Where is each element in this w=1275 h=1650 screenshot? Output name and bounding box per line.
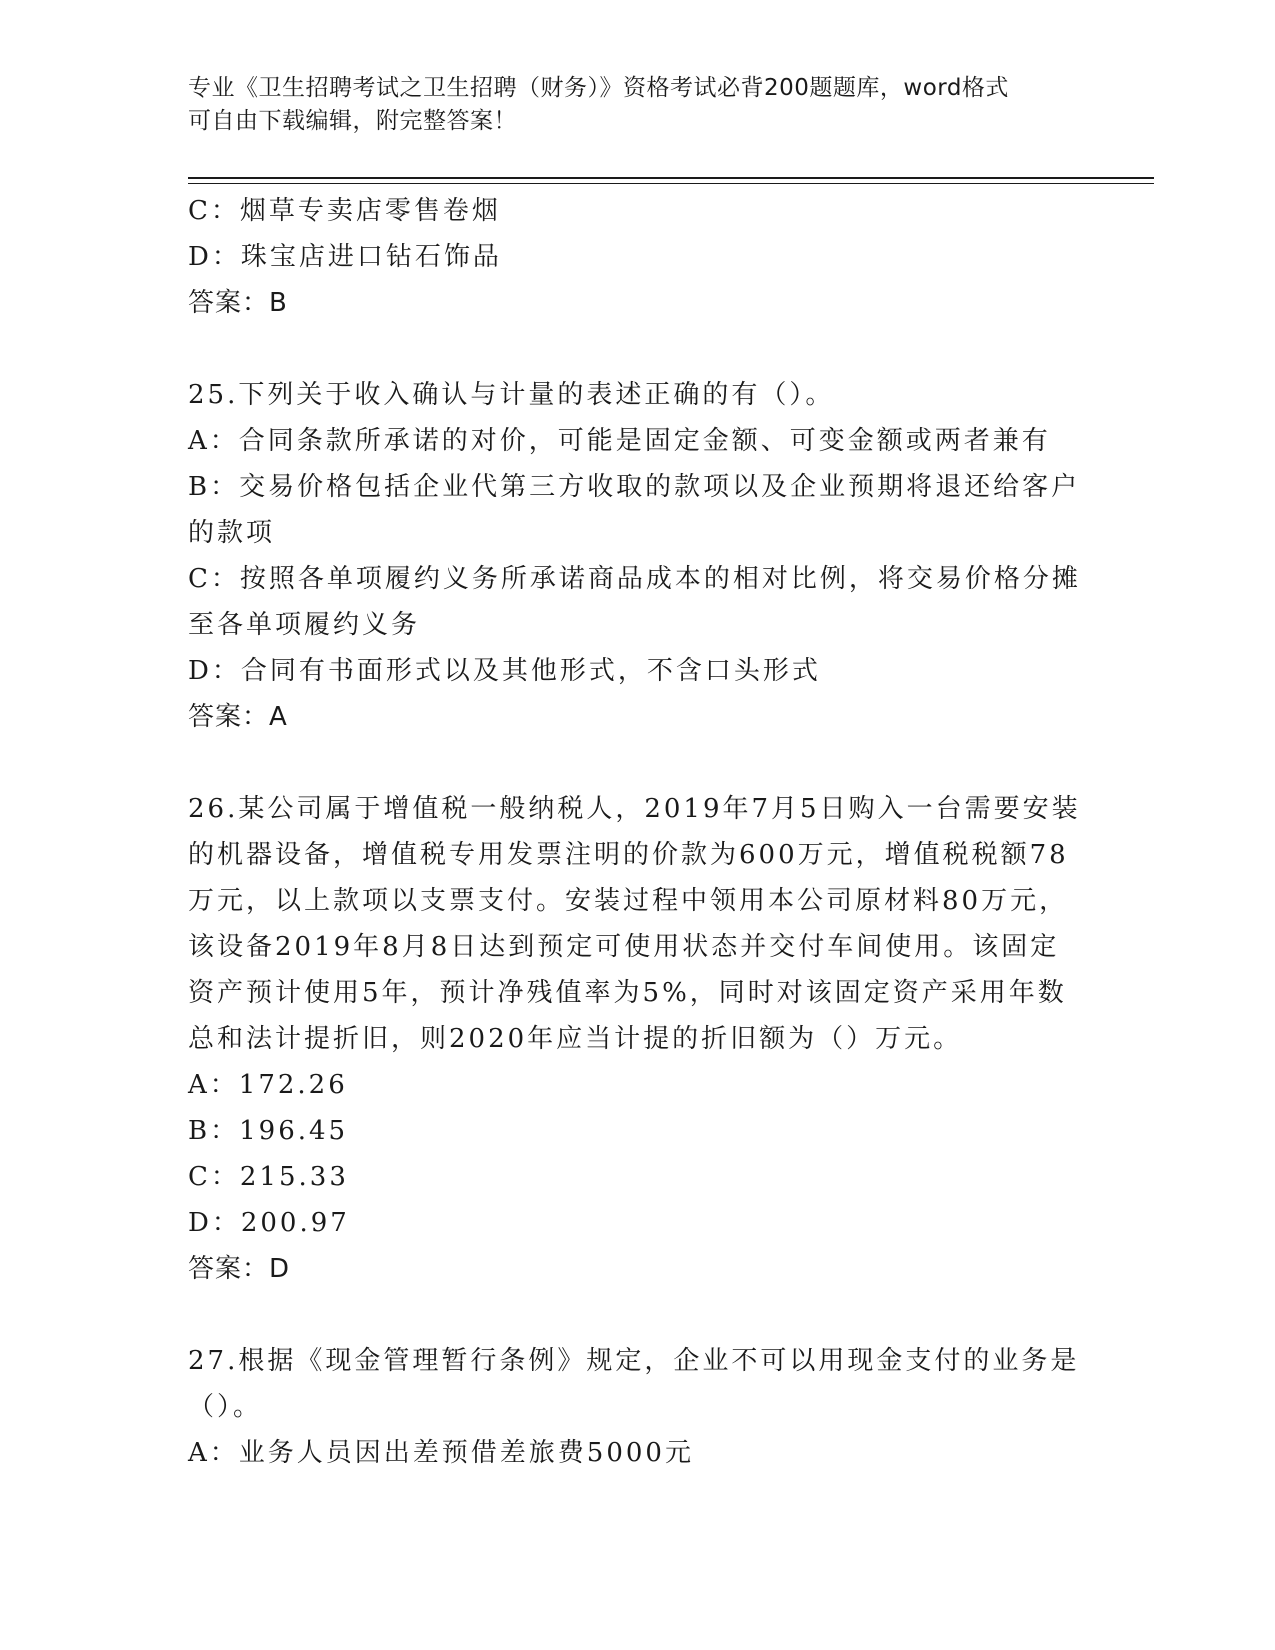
question-stem-continued: 的机器设备，增值税专用发票注明的价款为600万元，增值税税额78	[188, 840, 1069, 870]
option-d: D：珠宝店进口钻石饰品	[188, 242, 502, 272]
question-26	[188, 786, 1088, 1292]
header-rule-thick	[188, 177, 1154, 179]
answer: 答案：A	[188, 702, 288, 732]
question-stem-continued: 万元，以上款项以支票支付。安装过程中领用本公司原材料80万元，	[188, 886, 1069, 916]
question-25	[188, 372, 1088, 740]
option-a: A：172.26	[188, 1070, 348, 1100]
header-rule-thin	[188, 183, 1154, 184]
question-content	[188, 188, 1088, 1476]
question-stem-continued: 资产预计使用5年，预计净残值率为5%，同时对该固定资产采用年数	[188, 978, 1067, 1008]
question-stem-continued: 总和法计提折旧，则2020年应当计提的折旧额为（）万元。	[188, 1024, 963, 1054]
option-d: D：200.97	[188, 1208, 350, 1238]
option-a: A：合同条款所承诺的对价，可能是固定金额、可变金额或两者兼有	[188, 426, 1051, 456]
document-header	[188, 72, 1088, 138]
option-a: A：业务人员因出差预借差旅费5000元	[188, 1438, 694, 1468]
question-24-tail	[188, 188, 1088, 326]
spacer	[188, 1292, 1088, 1338]
option-b-continued: 的款项	[188, 518, 276, 548]
option-d: D：合同有书面形式以及其他形式，不含口头形式	[188, 656, 821, 686]
option-c: C：烟草专卖店零售卷烟	[188, 196, 501, 226]
header-line-1: 专业《卫生招聘考试之卫生招聘（财务）》资格考试必背200题题库，word格式	[188, 75, 1009, 101]
spacer	[188, 326, 1088, 372]
question-stem: 26.某公司属于增值税一般纳税人，2019年7月5日购入一台需要安装	[188, 794, 1081, 824]
option-c: C：215.33	[188, 1162, 349, 1192]
question-27	[188, 1338, 1088, 1476]
option-c: C：按照各单项履约义务所承诺商品成本的相对比例，将交易价格分摊	[188, 564, 1081, 594]
spacer	[188, 740, 1088, 786]
question-stem: 27.根据《现金管理暂行条例》规定，企业不可以用现金支付的业务是	[188, 1346, 1080, 1376]
answer: 答案：B	[188, 288, 288, 318]
option-c-continued: 至各单项履约义务	[188, 610, 421, 640]
answer: 答案：D	[188, 1254, 291, 1284]
option-b: B：196.45	[188, 1116, 349, 1146]
option-b: B：交易价格包括企业代第三方收取的款项以及企业预期将退还给客户	[188, 472, 1081, 502]
header-line-2: 可自由下载编辑，附完整答案！	[188, 108, 517, 134]
question-stem-continued: （）。	[188, 1392, 263, 1422]
question-stem-continued: 该设备2019年8月8日达到预定可使用状态并交付车间使用。该固定	[188, 932, 1060, 962]
question-stem: 25.下列关于收入确认与计量的表述正确的有（）。	[188, 380, 835, 410]
